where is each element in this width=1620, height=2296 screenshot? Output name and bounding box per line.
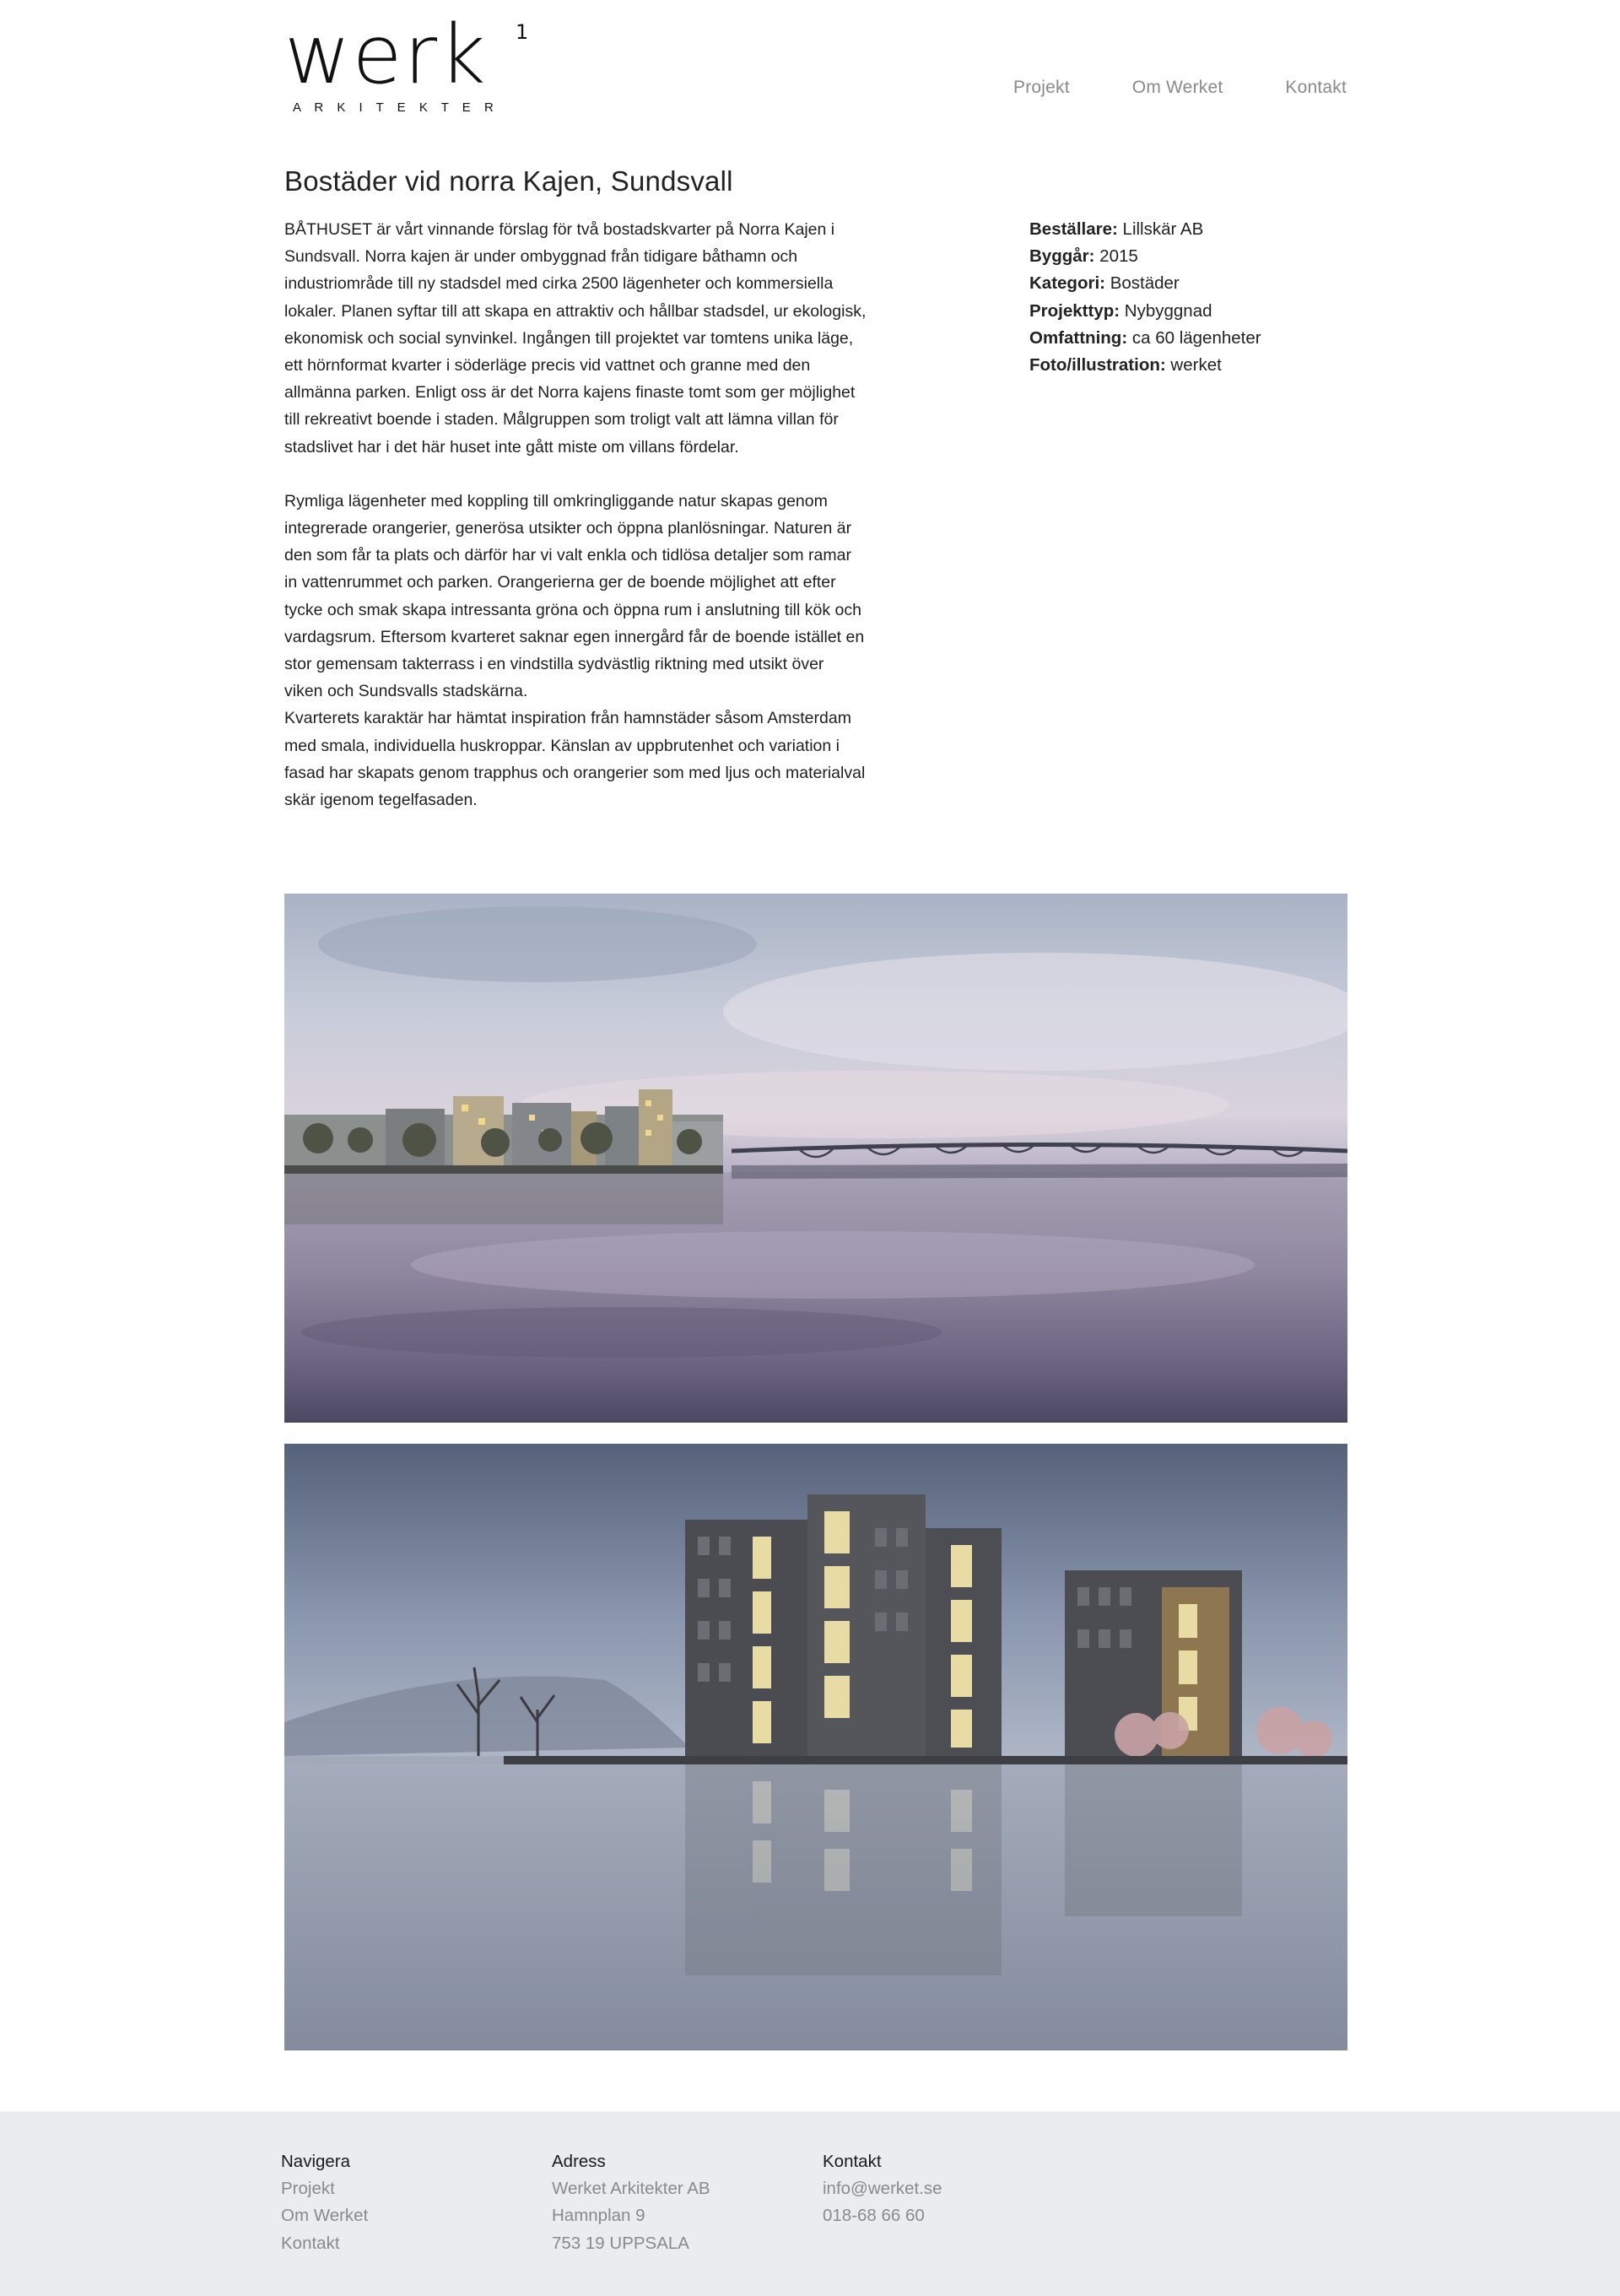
- footer-link-om-werket[interactable]: Om Werket: [281, 2206, 369, 2226]
- fact-value: Lillskär AB: [1122, 219, 1204, 239]
- logo-word: werk: [284, 15, 488, 102]
- main-nav: [1013, 78, 1347, 98]
- project-facts: [1029, 216, 1261, 379]
- fact-value: 2015: [1099, 246, 1138, 267]
- fact-label: Omfattning:: [1029, 327, 1128, 348]
- footer-kontakt: [823, 2148, 942, 2230]
- description-paragraph-2: Rymliga lägenheter med koppling till omkringliggande natur skapas genom integrerade orangerier, generösa utsikter och öppna planlösningar. Naturen är den som får ta plats och därför har vi valt enkla och tidlösa detaljer som ramar in vattenrummet och parken. Orangerierna ger de boende möjlighet att efter tycke och smak skapa intressanta gröna och öppna rum i anslutning till kök och vardagsrum. Eftersom kvarteret saknar egen innergård får de boende istället en stor gemensam takterrass i en vindstilla sydvästlig riktning med utsikt över viken och Sundsvalls stadskärna.: [284, 491, 865, 701]
- fact-value: ca 60 lägenheter: [1131, 327, 1261, 348]
- project-description: [284, 216, 867, 813]
- fact-value: werket: [1170, 355, 1222, 375]
- footer-email-link[interactable]: info@werket.se: [823, 2179, 942, 2199]
- fact-value: Nybyggnad: [1124, 300, 1212, 321]
- fact-foto: [1029, 352, 1261, 379]
- nav-om-werket[interactable]: Om Werket: [1131, 78, 1223, 97]
- site-footer: [0, 2111, 1620, 2296]
- fact-bestallare: [1029, 216, 1261, 243]
- nav-kontakt[interactable]: Kontakt: [1285, 78, 1347, 97]
- footer-phone-link[interactable]: 018-68 66 60: [823, 2206, 925, 2226]
- footer-address-company: Werket Arkitekter AB: [552, 2179, 710, 2199]
- footer-adress: [552, 2148, 710, 2257]
- footer-navigera: [281, 2148, 368, 2257]
- footer-heading-kontakt: Kontakt: [823, 2152, 882, 2171]
- fact-byggar: [1029, 243, 1261, 270]
- description-paragraph-3: Kvarterets karaktär har hämtat inspiration från hamnstäder såsom Amsterdam med smala, individuella huskroppar. Känslan av uppbrutenhet och variation i fasad har skapats genom trapphus och orangerier som med ljus och materialval skär igenom tegelfasaden.: [284, 709, 866, 810]
- footer-address-street: Hamnplan 9: [552, 2206, 645, 2226]
- fact-value: Bostäder: [1110, 273, 1180, 294]
- project-image-waterfront: [284, 894, 1347, 1423]
- logo-superscript: 1: [516, 20, 529, 44]
- footer-heading-adress: Adress: [552, 2152, 606, 2171]
- nav-projekt[interactable]: Projekt: [1013, 78, 1070, 97]
- fact-label: Foto/illustration:: [1029, 355, 1166, 375]
- page-title: Bostäder vid norra Kajen, Sundsvall: [284, 165, 733, 197]
- logo-subtitle: A R K I T E K T E R: [293, 100, 499, 115]
- footer-heading-navigera: Navigera: [281, 2152, 351, 2171]
- project-image-building: [284, 1444, 1347, 2050]
- fact-label: Kategori:: [1029, 273, 1105, 294]
- fact-omfattning: [1029, 325, 1261, 352]
- fact-label: Beställare:: [1029, 219, 1118, 239]
- description-paragraph-1: BÅTHUSET är vårt vinnande förslag för två bostadskvarter på Norra Kajen i Sundsvall. Norra kajen är under ombyggnad från tidigare båthamn och industriområde till ny stadsdel med cirka 2500 lägenheter och kommersiella lokaler. Planen syftar till att skapa en attraktiv och hållbar stadsdel, ur ekologisk, ekonomisk och social synvinkel. Ingången till projektet var tomtens unika läge, ett hörnformat kvarter i söderläge precis vid vattnet och granne med den allmänna parken. Enligt oss är det Norra kajens finaste tomt som ger möjlighet till rekreativt boende i staden. Målgruppen som troligt valt att lämna villan för stadslivet har i det här huset inte gått miste om villans fördelar.: [284, 220, 867, 456]
- fact-projekttyp: [1029, 298, 1261, 325]
- footer-address-city: 753 19 UPPSALA: [552, 2233, 689, 2253]
- fact-kategori: [1029, 270, 1261, 297]
- footer-link-projekt[interactable]: Projekt: [281, 2179, 335, 2199]
- footer-link-kontakt[interactable]: Kontakt: [281, 2233, 340, 2253]
- fact-label: Projekttyp:: [1029, 300, 1120, 321]
- fact-label: Byggår:: [1029, 246, 1095, 267]
- werk-logo[interactable]: [284, 15, 546, 125]
